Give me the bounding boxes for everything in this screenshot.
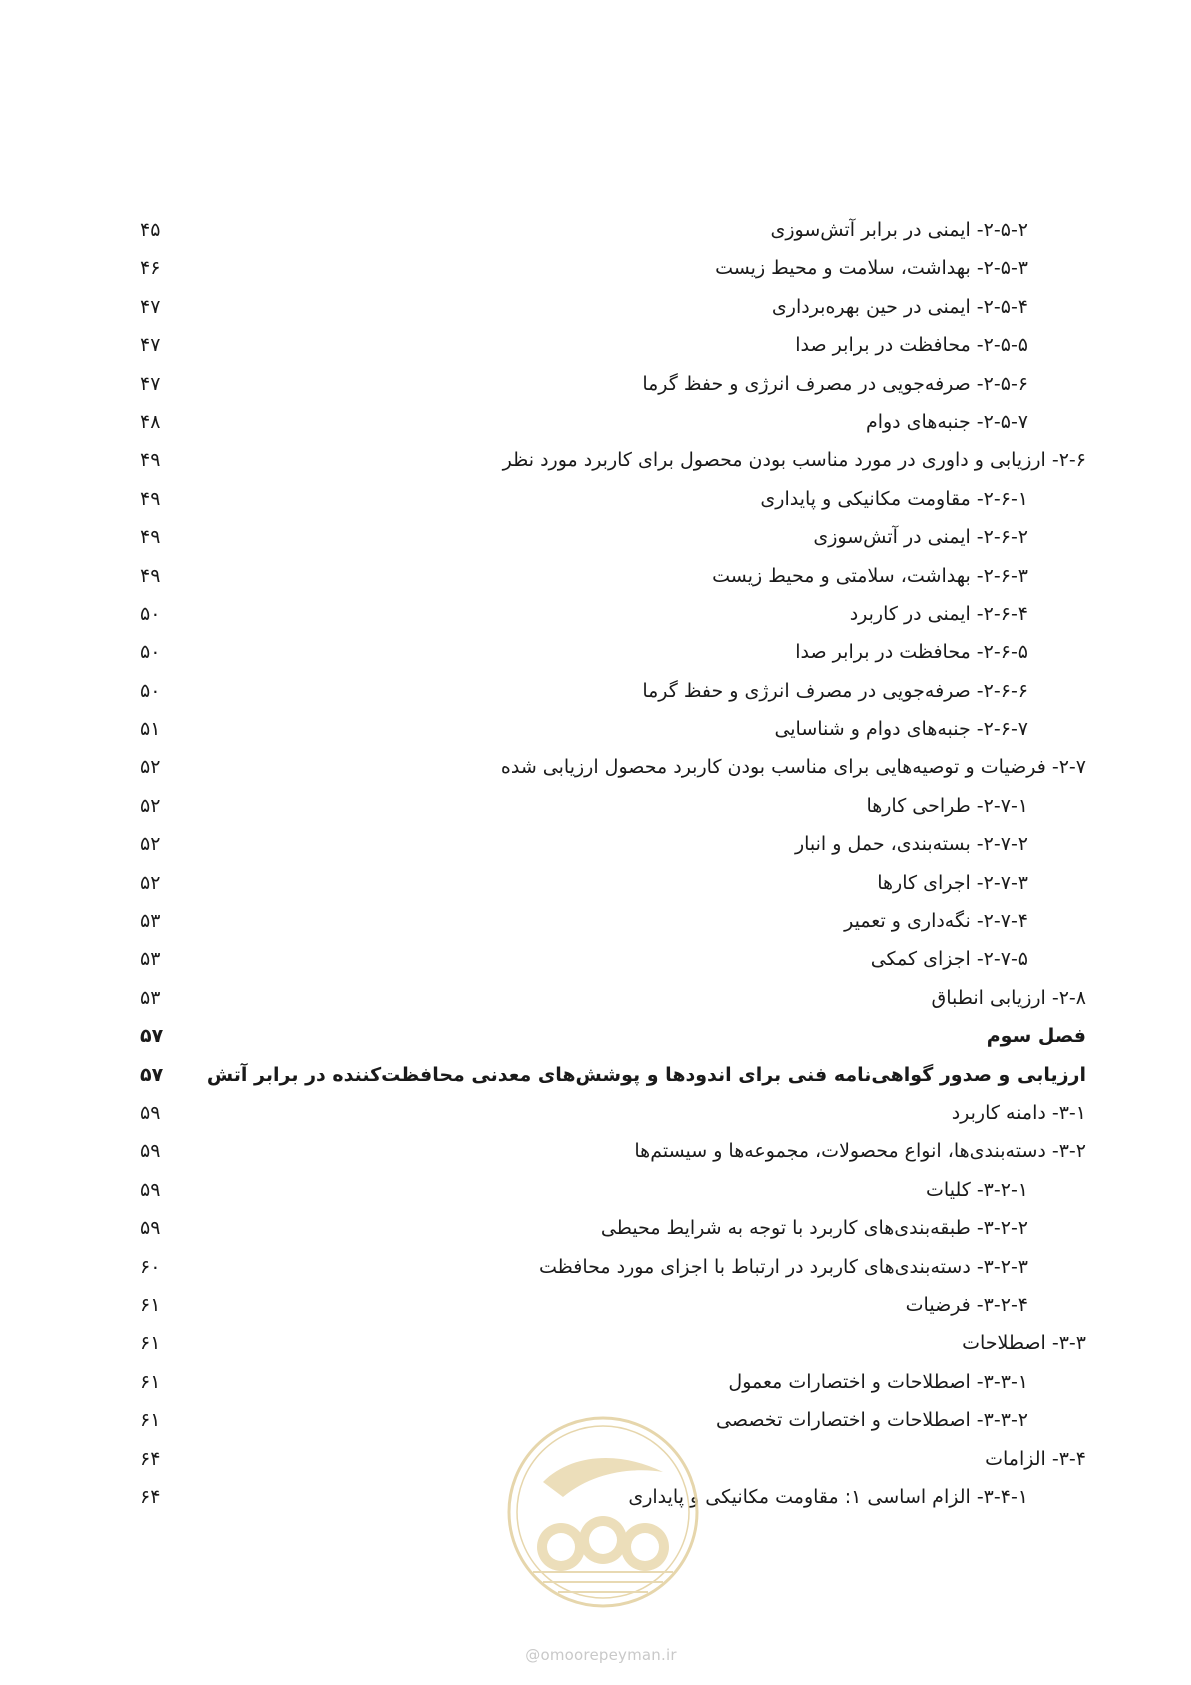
toc-entry-page-number: ۵۰ — [140, 641, 161, 664]
toc-entry-title: ۲-۷-۲- بسته‌بندی، حمل و انبار — [794, 833, 1028, 856]
toc-entry-title: ۳-۲-۱- کلیات — [926, 1178, 1028, 1201]
toc-entry-title: ۲-۶-۴- ایمنی در کاربرد — [849, 602, 1028, 625]
toc-entry — [0, 519, 1191, 557]
toc-entry-title: ۳-۳- اصطلاحات — [962, 1332, 1086, 1355]
toc-entry-title: ۲-۶-۱- مقاومت مکانیکی و پایداری — [760, 487, 1028, 510]
toc-entry-page-number: ۴۶ — [140, 257, 161, 280]
toc-entry-title: ۲-۶-۶- صرفه‌جویی در مصرف انرژی و حفظ گرما — [642, 679, 1028, 702]
table-of-contents — [0, 212, 1191, 1517]
toc-entry-page-number: ۵۹ — [140, 1217, 161, 1240]
toc-entry-page-number: ۵۹ — [140, 1101, 161, 1124]
toc-entry-page-number: ۶۱ — [140, 1293, 161, 1316]
toc-entry — [0, 596, 1191, 634]
toc-entry-page-number: ۵۲ — [140, 794, 161, 817]
toc-entry-page-number: ۴۷ — [140, 295, 161, 318]
toc-entry — [0, 634, 1191, 672]
toc-entry-title: ۳-۲-۲- طبقه‌بندی‌های کاربرد با توجه به شرایط محیطی — [600, 1217, 1028, 1240]
toc-entry-page-number: ۶۱ — [140, 1332, 161, 1355]
toc-entry — [0, 1172, 1191, 1210]
toc-entry-title: ۳-۴-۱- الزام اساسی ۱: مقاومت مکانیکی و پایداری — [628, 1485, 1028, 1508]
toc-entry-title: ۲-۶-۳- بهداشت، سلامتی و محیط زیست — [712, 564, 1028, 587]
toc-entry-title: ۲-۵-۶- صرفه‌جویی در مصرف انرژی و حفظ گرما — [642, 372, 1028, 395]
toc-entry-title: ۲-۷-۵- اجزای کمکی — [870, 948, 1028, 971]
toc-entry-title: ۲-۶- ارزیابی و داوری در مورد مناسب بودن محصول برای کاربرد مورد نظر — [502, 449, 1086, 472]
toc-entry-page-number: ۴۵ — [140, 219, 161, 241]
toc-entry-page-number: ۵۳ — [140, 986, 161, 1009]
toc-entry-page-number: ۶۱ — [140, 1370, 161, 1393]
toc-entry-page-number: ۵۰ — [140, 602, 161, 625]
toc-entry-page-number: ۵۲ — [140, 833, 161, 856]
toc-entry-title: ۲-۶-۵- محافظت در برابر صدا — [795, 641, 1028, 664]
toc-entry — [0, 711, 1191, 749]
toc-entry — [0, 481, 1191, 519]
toc-entry-page-number: ۴۹ — [140, 564, 161, 587]
toc-entry-page-number: ۵۱ — [140, 718, 161, 741]
toc-entry-page-number: ۴۹ — [140, 526, 161, 549]
toc-entry-page-number: ۵۷ — [140, 1063, 164, 1086]
toc-entry — [0, 1364, 1191, 1402]
watermark-seal-logo — [503, 1412, 703, 1612]
toc-entry-title: ۳-۱- دامنه کاربرد — [951, 1101, 1086, 1124]
toc-entry — [0, 1287, 1191, 1325]
toc-entry-page-number: ۶۰ — [140, 1255, 161, 1278]
toc-entry — [0, 826, 1191, 864]
toc-entry-title: ۲-۶-۷- جنبه‌های دوام و شناسایی — [774, 718, 1028, 741]
toc-entry-title: ۲-۵-۲- ایمنی در برابر آتش‌سوزی — [770, 219, 1028, 241]
toc-entry-title: ۲-۵-۷- جنبه‌های دوام — [865, 410, 1028, 433]
toc-entry-title: ۲-۶-۲- ایمنی در آتش‌سوزی — [813, 526, 1028, 549]
toc-entry — [0, 749, 1191, 787]
toc-entry — [0, 865, 1191, 903]
toc-entry-title: ۳-۳-۲- اصطلاحات و اختصارات تخصصی — [716, 1409, 1028, 1432]
toc-entry-title: ۳-۳-۱- اصطلاحات و اختصارات معمول — [728, 1370, 1028, 1393]
toc-entry-page-number: ۵۳ — [140, 910, 161, 933]
toc-entry-title: ۳-۲-۴- فرضیات — [905, 1293, 1028, 1316]
watermark-site: @omoorepeyman.ir — [525, 1646, 677, 1664]
toc-entry — [0, 442, 1191, 480]
toc-entry-page-number: ۶۴ — [140, 1485, 161, 1508]
toc-entry — [0, 1210, 1191, 1248]
toc-entry — [0, 941, 1191, 979]
toc-entry — [0, 250, 1191, 288]
toc-entry-page-number: ۴۸ — [140, 410, 161, 433]
toc-entry-page-number: ۴۹ — [140, 487, 161, 510]
toc-entry-page-number: ۵۷ — [140, 1025, 164, 1048]
toc-entry-title: ۲-۷-۱- طراحی کارها — [866, 794, 1028, 817]
toc-entry — [0, 404, 1191, 442]
toc-entry-page-number: ۵۰ — [140, 679, 161, 702]
toc-entry-title: فصل سوم — [986, 1025, 1086, 1048]
toc-entry — [0, 1133, 1191, 1171]
toc-entry-title: ۲-۷- فرضیات و توصیه‌هایی برای مناسب بودن کاربرد محصول ارزیابی شده — [500, 756, 1086, 779]
toc-entry-page-number: ۴۹ — [140, 449, 161, 472]
toc-entry — [0, 1018, 1191, 1056]
toc-entry-title: ۲-۵-۳- بهداشت، سلامت و محیط زیست — [715, 257, 1028, 280]
toc-entry — [0, 366, 1191, 404]
toc-entry-title: ارزیابی و صدور گواهی‌نامه فنی برای اندودها و پوشش‌های معدنی محافظت‌کننده در برابر آتش — [206, 1063, 1086, 1086]
toc-entry — [0, 327, 1191, 365]
toc-entry-page-number: ۵۹ — [140, 1140, 161, 1163]
toc-entry-page-number: ۶۱ — [140, 1409, 161, 1432]
toc-entry-page-number: ۵۲ — [140, 756, 161, 779]
toc-entry-title: ۲-۸- ارزیابی انطباق — [931, 986, 1086, 1009]
toc-entry — [0, 212, 1191, 250]
toc-entry-page-number: ۵۳ — [140, 948, 161, 971]
toc-entry-title: ۲-۵-۴- ایمنی در حین بهره‌برداری — [771, 295, 1028, 318]
toc-entry — [0, 673, 1191, 711]
toc-entry — [0, 788, 1191, 826]
toc-entry-title: ۳-۲- دسته‌بندی‌ها، انواع محصولات، مجموعه‌ها و سیستم‌ها — [634, 1140, 1086, 1163]
toc-entry-page-number: ۵۲ — [140, 871, 161, 894]
toc-entry — [0, 1325, 1191, 1363]
toc-entry-title: ۲-۷-۳- اجرای کارها — [877, 871, 1028, 894]
toc-entry-title: ۲-۷-۴- نگه‌داری و تعمیر — [844, 910, 1028, 933]
toc-entry-page-number: ۶۴ — [140, 1447, 161, 1470]
toc-entry — [0, 1249, 1191, 1287]
toc-entry-page-number: ۴۷ — [140, 334, 161, 357]
toc-entry — [0, 289, 1191, 327]
toc-entry-title: ۲-۵-۵- محافظت در برابر صدا — [795, 334, 1028, 357]
toc-entry — [0, 980, 1191, 1018]
toc-entry — [0, 1095, 1191, 1133]
toc-entry-title: ۳-۴- الزامات — [985, 1447, 1086, 1470]
toc-entry-title: ۳-۲-۳- دسته‌بندی‌های کاربرد در ارتباط با اجزای مورد محافظت — [539, 1255, 1028, 1278]
toc-entry — [0, 903, 1191, 941]
toc-entry — [0, 558, 1191, 596]
toc-entry-page-number: ۴۷ — [140, 372, 161, 395]
toc-entry-page-number: ۵۹ — [140, 1178, 161, 1201]
toc-entry — [0, 1057, 1191, 1095]
